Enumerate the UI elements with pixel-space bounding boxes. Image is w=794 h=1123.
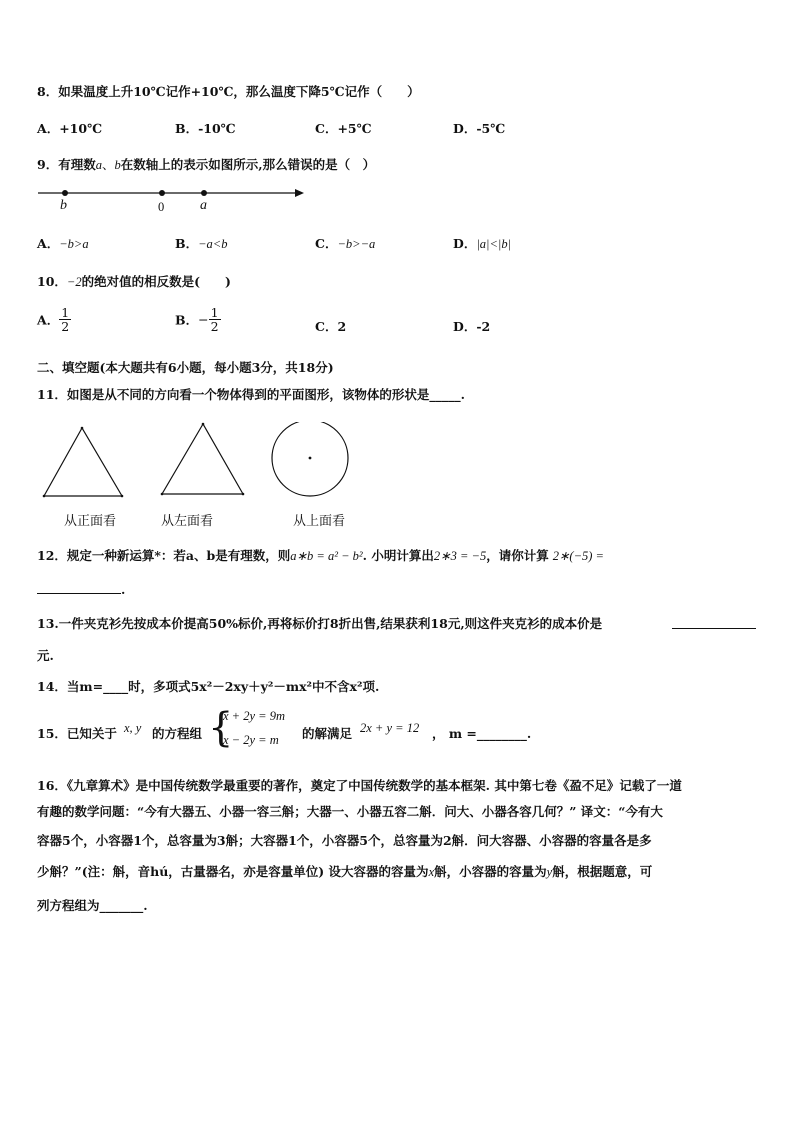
top-view-center xyxy=(309,457,312,460)
q11-views-figure xyxy=(38,422,358,502)
q8-option-c: C．+5℃ xyxy=(315,121,372,136)
axis-label-a: a xyxy=(200,198,207,213)
number-line-arrow xyxy=(295,189,304,197)
q14-stem: 14．当m=____时，多项式5x²－2xy＋y²－mx²中不含x²项. xyxy=(37,679,380,694)
q15-stem-d: ， m =________. xyxy=(432,726,532,741)
q16-line2: 有趣的数学问题：“今有大器五、小器一容三斛；大器一、小器五容二斛．问大、小器各容几何？” 译文：“今有大 xyxy=(37,804,663,819)
point-b xyxy=(62,190,68,196)
side-view-label: 从左面看 xyxy=(161,514,214,529)
q8-option-b: B．-10℃ xyxy=(175,121,236,136)
section-title: 二、填空题(本大题共有6小题，每小题3分，共18分) xyxy=(37,360,334,375)
q10-stem: 10．−2的绝对值的相反数是( ) xyxy=(37,274,231,289)
axis-label-b: b xyxy=(60,198,67,213)
q9-option-a: A．−b>a xyxy=(37,236,89,251)
q15-vars: x, y xyxy=(124,721,142,735)
q16-line3: 容器5个，小容器1个，总容量为3斛；大容器1个，小容器5个，总容量为2斛．问大容器、小容器的容量各是多 xyxy=(37,833,652,848)
q15-equation-2: x − 2y = m xyxy=(223,733,279,747)
q15-stem-b: 的方程组 xyxy=(152,726,203,741)
q10-option-d: D．-2 xyxy=(453,319,491,334)
q13-line2: 元. xyxy=(37,648,54,663)
q10-option-c: C．2 xyxy=(315,319,347,334)
number-line-figure xyxy=(36,183,308,219)
q15-stem-c: 的解满足 xyxy=(302,726,353,741)
q8-option-d: D．-5℃ xyxy=(453,121,506,136)
q9-option-b: B．−a<b xyxy=(175,236,228,251)
top-view-label: 从上面看 xyxy=(293,514,346,529)
q9-option-c: C．−b>−a xyxy=(315,236,376,251)
q13-line1: 13.一件夹克衫先按成本价提高50%标价,再将标价打8折出售,结果获利18元,则这件夹克衫的成本价是 xyxy=(37,616,603,631)
q10-option-a: A． $\frac{1}{2}$ xyxy=(37,305,70,335)
q15-equation-1: x + 2y = 9m xyxy=(223,709,285,723)
q10-option-a-fraction: $\frac{1}{2}$ xyxy=(61,305,70,335)
q16-line1: 16．《九章算术》是中国传统数学最重要的著作，奠定了中国传统数学的基本框架. 其中第七卷《盈不足》记载了一道 xyxy=(37,778,682,793)
front-view-triangle xyxy=(44,428,122,496)
q9-option-d: D．|a|<|b| xyxy=(453,236,512,251)
side-view-triangle xyxy=(162,424,243,494)
q9-stem: 9．有理数a、b在数轴上的表示如图所示,那么错误的是（ ） xyxy=(37,157,376,172)
q15-stem-a: 15．已知关于 xyxy=(37,726,117,741)
q16-line4: 少斛？”(注：斛，音hú，古量器名，亦是容量单位) 设大容器的容量为x斛，小容器的容量为y斛，根据题意，可 xyxy=(37,864,653,879)
axis-label-zero: 0 xyxy=(158,200,165,214)
q15-system-brace: { xyxy=(208,705,234,751)
q10-option-b-fraction: $\frac{1}{2}$ xyxy=(210,305,219,335)
q10-option-b: B．− $\frac{1}{2}$ xyxy=(175,305,219,335)
q15-condition: 2x + y = 12 xyxy=(360,721,420,735)
q8-option-a: A．+10℃ xyxy=(37,121,103,136)
q8-stem: 8．如果温度上升10℃记作+10℃，那么温度下降5℃记作（ ） xyxy=(37,84,420,99)
q13-blank xyxy=(672,628,756,629)
q11-stem: 11．如图是从不同的方向看一个物体得到的平面图形，该物体的形状是_____. xyxy=(37,387,465,402)
point-a xyxy=(201,190,207,196)
q12-answer-line: . xyxy=(37,582,125,597)
q16-line5: 列方程组为_______. xyxy=(37,898,148,913)
front-view-label: 从正面看 xyxy=(64,514,117,529)
q12-stem: 12．规定一种新运算*：若a、b是有理数，则a∗b = a² − b². 小明计算出2∗3 = −5，请你计算 2∗(−5) = xyxy=(37,548,604,563)
point-zero xyxy=(159,190,165,196)
